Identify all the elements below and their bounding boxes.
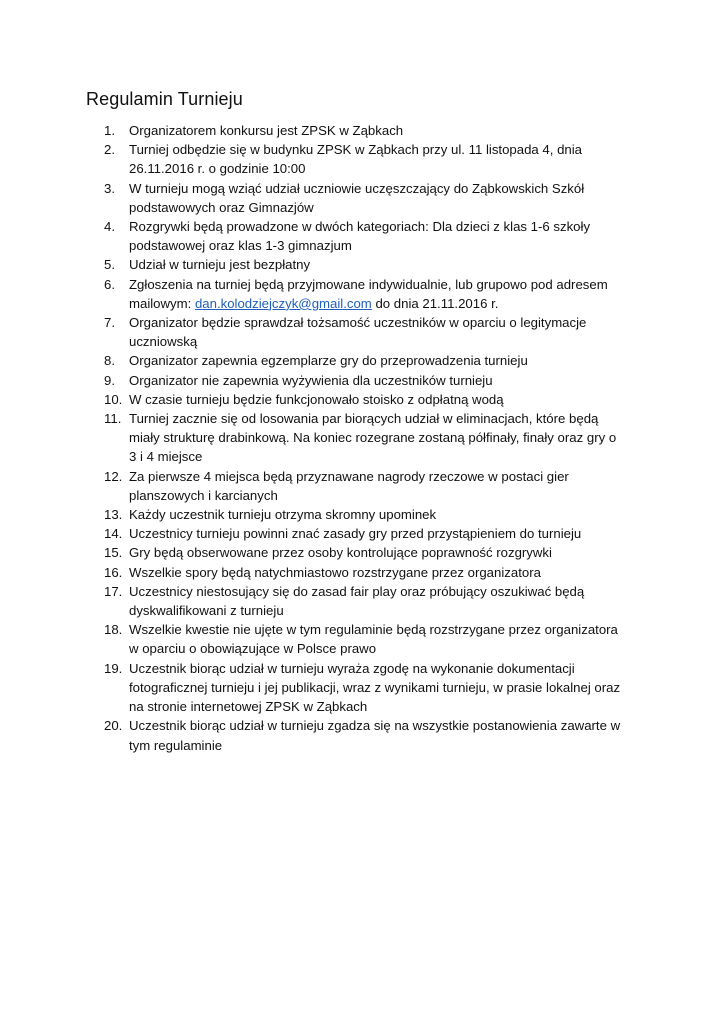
rule-number: 14. xyxy=(104,526,123,542)
rule-text-line: Udział w turnieju jest bezpłatny xyxy=(129,257,311,273)
rule-text-line: Organizatorem konkursu jest ZPSK w Ząbkach xyxy=(129,123,404,138)
rule-item xyxy=(0,467,725,505)
rule-text-line: Organizator będzie sprawdzał tożsamość uczestników w oparciu o legitymacje xyxy=(129,315,587,331)
rule-text-line: uczniowską xyxy=(129,334,198,350)
rule-item xyxy=(0,140,725,178)
rule-text-line: Uczestnik biorąc udział w turnieju wyraża zgodę na wykonanie dokumentacji xyxy=(129,660,575,676)
rule-text-line: Turniej zacznie się od losowania par biorących udział w eliminacjach, które będą xyxy=(129,411,599,427)
rule-item xyxy=(0,121,725,140)
rule-item xyxy=(0,371,725,390)
rule-text-line: Organizator nie zapewnia wyżywienia dla uczestników turnieju xyxy=(129,372,493,388)
rule-text-line: Wszelkie kwestie nie ujęte w tym regulaminie będą rozstrzygane przez organizatora xyxy=(129,622,618,638)
rule-item xyxy=(0,620,725,658)
rules-list xyxy=(0,121,725,755)
rule-item xyxy=(0,313,725,351)
rule-text-line: podstawowych oraz Gimnazjów xyxy=(129,199,314,215)
rule-text-line: Turniej odbędzie się w budynku ZPSK w Ząbkach przy ul. 11 listopada 4, dnia xyxy=(129,142,583,158)
rule-item xyxy=(0,524,725,543)
rule-text-line: planszowych i karcianych xyxy=(129,487,278,503)
rule-text-line: W czasie turnieju będzie funkcjonowało stoisko z odpłatną wodą xyxy=(129,391,504,407)
rule-number: 4. xyxy=(104,219,115,235)
rule-text-line: Organizator zapewnia egzemplarze gry do przeprowadzenia turnieju xyxy=(129,353,528,369)
rule-text-line: tym regulaminie xyxy=(129,737,223,753)
rule-number: 1. xyxy=(104,123,115,138)
rule-text-line: w oparciu o obowiązujące w Polsce prawo xyxy=(129,641,377,657)
rule-number: 17. xyxy=(104,583,123,599)
rule-number: 2. xyxy=(104,142,115,158)
rule-item xyxy=(0,543,725,562)
rule-number: 3. xyxy=(104,180,115,196)
rule-text-line: na stronie internetowej ZPSK w Ząbkach xyxy=(129,699,368,715)
rule-text-line: Uczestnicy turnieju powinni znać zasady gry przed przystąpieniem do turnieju xyxy=(129,526,582,542)
rule-number: 10. xyxy=(104,391,123,407)
rule-text-line: podstawowej oraz klas 1-3 gimnazjum xyxy=(129,238,352,254)
rule-item xyxy=(0,505,725,524)
rule-item xyxy=(0,217,725,255)
email-link[interactable]: dan.kolodziejczyk@gmail.com xyxy=(194,295,372,311)
rule-item xyxy=(0,563,725,582)
rule-item xyxy=(0,390,725,409)
rule-item xyxy=(0,351,725,370)
rule-text-line: Zgłoszenia na turniej będą przyjmowane indywidualnie, lub grupowo pod adresem xyxy=(129,276,608,292)
rule-text-line: fotograficznej turnieju i jej publikacji, wraz z wynikami turnieju, w prasie lokalnej oraz xyxy=(129,679,621,695)
document-title: Regulamin Turnieju xyxy=(86,89,243,109)
rule-text-line: Każdy uczestnik turnieju otrzyma skromny upominek xyxy=(129,507,437,523)
rule-item xyxy=(0,179,725,217)
rule-number: 20. xyxy=(104,718,123,734)
rule-number: 8. xyxy=(104,353,115,369)
email-prefix-text: mailowym: xyxy=(129,295,195,311)
rule-number: 16. xyxy=(104,564,123,580)
rule-text-line: Uczestnicy niestosujący się do zasad fair play oraz próbujący oszukiwać będą xyxy=(129,583,585,599)
rule-item xyxy=(0,659,725,717)
rule-number: 18. xyxy=(104,622,123,638)
rule-text-line: Za pierwsze 4 miejsca będą przyznawane nagrody rzeczowe w postaci gier xyxy=(129,468,569,484)
rule-number: 7. xyxy=(104,315,115,331)
rule-item xyxy=(0,255,725,274)
rule-number: 12. xyxy=(104,468,123,484)
rule-number: 6. xyxy=(104,276,115,292)
rule-number: 9. xyxy=(104,372,115,388)
email-suffix-text: do dnia 21.11.2016 r. xyxy=(371,295,499,311)
rule-text-line: dyskwalifikowani z turnieju xyxy=(129,603,284,619)
rule-text-line xyxy=(129,294,647,313)
rule-number: 19. xyxy=(104,660,123,676)
rule-text-line: miały strukturę drabinkową. Na koniec rozegrane zostaną półfinały, finały oraz gry o xyxy=(129,430,617,446)
rule-number: 15. xyxy=(104,545,123,561)
rule-text-line: Rozgrywki będą prowadzone w dwóch kategoriach: Dla dzieci z klas 1-6 szkoły xyxy=(129,219,591,235)
rule-item xyxy=(0,275,725,313)
rule-text-line: 26.11.2016 r. o godzinie 10:00 xyxy=(129,161,306,177)
rule-number: 11. xyxy=(104,411,122,427)
rule-item xyxy=(0,716,725,754)
rule-text-line: Wszelkie spory będą natychmiastowo rozstrzygane przez organizatora xyxy=(129,564,541,580)
rule-text-line: 3 i 4 miejsce xyxy=(129,449,203,465)
rule-text-line: Uczestnik biorąc udział w turnieju zgadza się na wszystkie postanowienia zawarte w xyxy=(129,718,621,734)
rule-text-line: Gry będą obserwowane przez osoby kontrolujące poprawność rozgrywki xyxy=(129,545,552,561)
rule-number: 13. xyxy=(104,507,123,523)
rule-number: 5. xyxy=(104,257,115,273)
rule-item xyxy=(0,582,725,620)
rule-item xyxy=(0,409,725,467)
rule-text-line: W turnieju mogą wziąć udział uczniowie uczęszczający do Ząbkowskich Szkół xyxy=(129,180,585,196)
